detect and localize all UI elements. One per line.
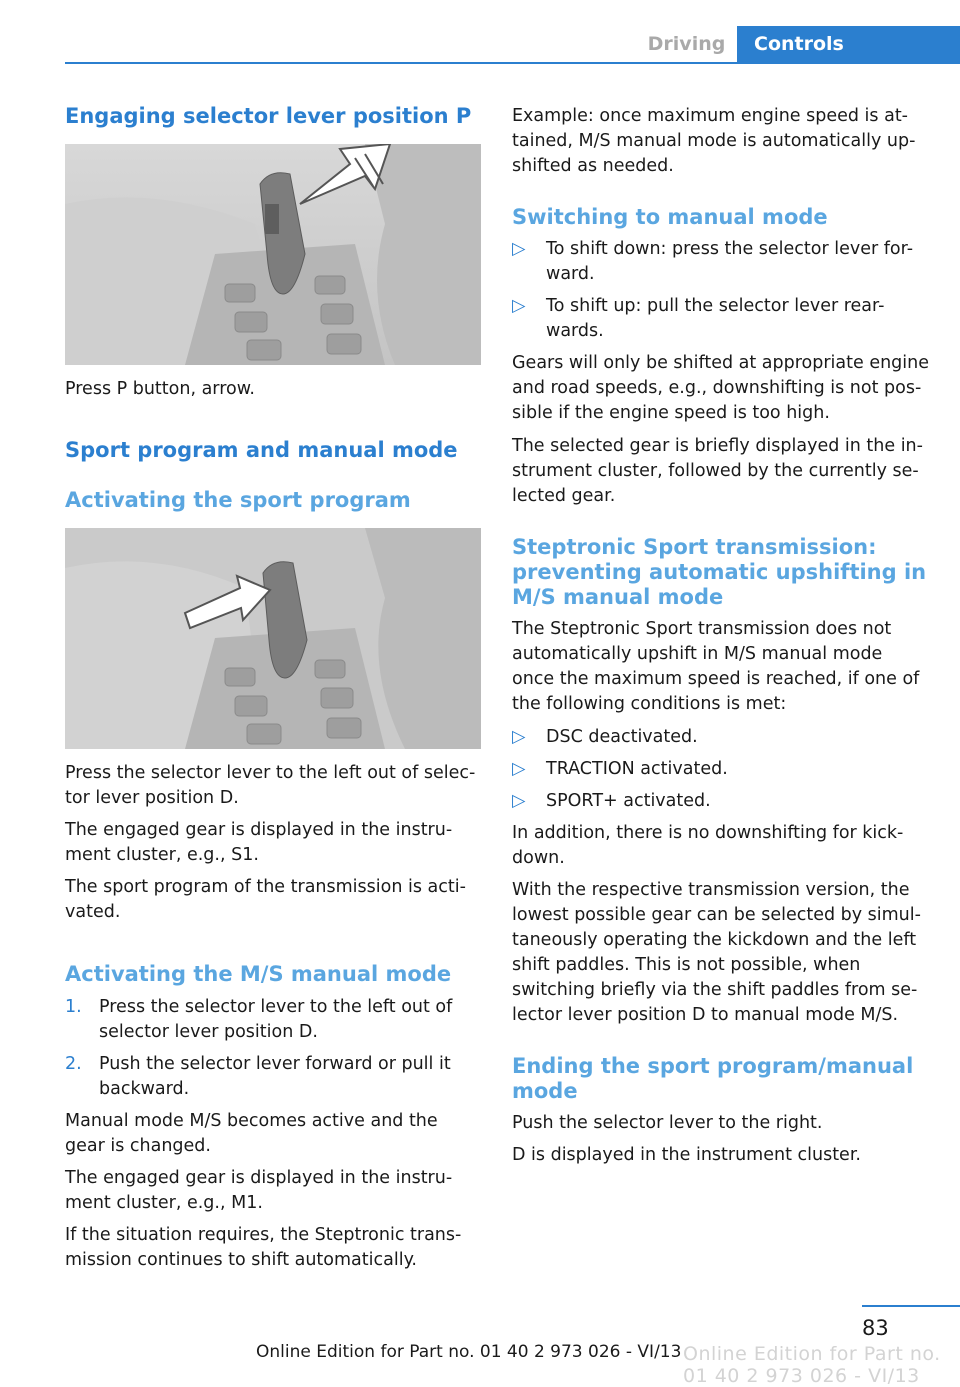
paragraph-manual-mode-active: Manual mode M/S becomes active and the gear is changed. <box>65 1111 438 1156</box>
paragraph-selected-gear-displayed: The selected gear is briefly displayed in the in- strument cluster, followed by the currently se- lected gear. <box>512 436 923 506</box>
list-item-step-2: 2. Push the selector lever forward or pull it backward. <box>65 1054 451 1099</box>
step-number: 2. <box>65 1054 82 1074</box>
header-rule <box>65 62 960 64</box>
paragraph-sport-program-activated: The sport program of the transmission is acti- vated. <box>65 877 466 922</box>
paragraph-example-upshift: Example: once maximum engine speed is at- tained, M/S manual mode is automatically up- shifted as needed. <box>512 106 916 176</box>
paragraph-push-right: Push the selector lever to the right. <box>512 1113 823 1133</box>
triangle-bullet-icon: ▷ <box>512 727 526 747</box>
paragraph-no-kickdown-downshift: In addition, there is no downshifting for kick- down. <box>512 823 904 868</box>
list-item-step-1: 1. Press the selector lever to the left out of selector lever position D. <box>65 997 453 1042</box>
section-tab-driving: Driving <box>638 26 735 62</box>
paragraph-engaged-gear-s1: The engaged gear is displayed in the instru- ment cluster, e.g., S1. <box>65 820 453 865</box>
footer-watermark: Online Edition for Part no. 01 40 2 973 026 - VI/13 <box>683 1343 941 1387</box>
caption-p-button: Press P button, arrow. <box>65 379 255 399</box>
paragraph-gears-shifted: Gears will only be shifted at appropriate engine and road speeds, e.g., downshifting is not pos- sible if the engine speed is too high. <box>512 353 930 423</box>
triangle-bullet-icon: ▷ <box>512 791 526 811</box>
paragraph-press-selector-left: Press the selector lever to the left out of selec- tor lever position D. <box>65 763 476 808</box>
page-number: 83 <box>862 1316 889 1340</box>
list-item-shift-down: ▷ To shift down: press the selector lever for- ward. <box>512 239 914 284</box>
paragraph-d-displayed: D is displayed in the instrument cluster. <box>512 1145 861 1165</box>
photo-selector-lever-p-button <box>65 144 481 365</box>
triangle-bullet-icon: ▷ <box>512 759 526 779</box>
footer-rule <box>862 1305 960 1307</box>
list-item-sport-plus-activated: ▷ SPORT+ activated. <box>512 789 932 814</box>
list-item-dsc-deactivated: ▷ DSC deactivated. <box>512 725 932 750</box>
paragraph-steptronic-no-upshift: The Steptronic Sport transmission does not automatically upshift in M/S manual mode once the maximum speed is reached, if one of the following conditions is met: <box>512 619 920 714</box>
triangle-bullet-icon: ▷ <box>512 296 526 316</box>
heading-selector-position-p: Engaging selector lever position P <box>65 104 472 128</box>
heading-steptronic-sport: Steptronic Sport transmission: preventing automatic upshifting in M/S manual mode <box>512 535 927 609</box>
heading-switching-manual-mode: Switching to manual mode <box>512 205 828 229</box>
chapter-tab-controls: Controls <box>737 26 960 62</box>
paragraph-engaged-gear-m1: The engaged gear is displayed in the instru- ment cluster, e.g., M1. <box>65 1168 453 1213</box>
list-item-traction-activated: ▷ TRACTION activated. <box>512 757 932 782</box>
heading-activating-ms-manual-mode: Activating the M/S manual mode <box>65 962 452 986</box>
list-item-shift-up: ▷ To shift up: pull the selector lever rear- wards. <box>512 296 885 341</box>
footer-edition: Online Edition for Part no. 01 40 2 973 026 - VI/13 <box>256 1342 682 1362</box>
step-number: 1. <box>65 997 82 1017</box>
heading-sport-program-manual-mode: Sport program and manual mode <box>65 438 458 462</box>
heading-ending-sport-manual: Ending the sport program/manual mode <box>512 1054 914 1103</box>
paragraph-lowest-gear-selection: With the respective transmission version, the lowest possible gear can be selected by simul- taneously operating the kickdown and the left shift paddles. This is not possible, when switching briefly via the shift paddles from se- lector lever position D to manual mode M/S. <box>512 880 921 1025</box>
triangle-bullet-icon: ▷ <box>512 239 526 259</box>
photo-selector-lever-left <box>65 528 481 749</box>
heading-activating-sport-program: Activating the sport program <box>65 488 411 512</box>
paragraph-steptronic-continues: If the situation requires, the Steptronic trans- mission continues to shift automatically. <box>65 1225 462 1270</box>
